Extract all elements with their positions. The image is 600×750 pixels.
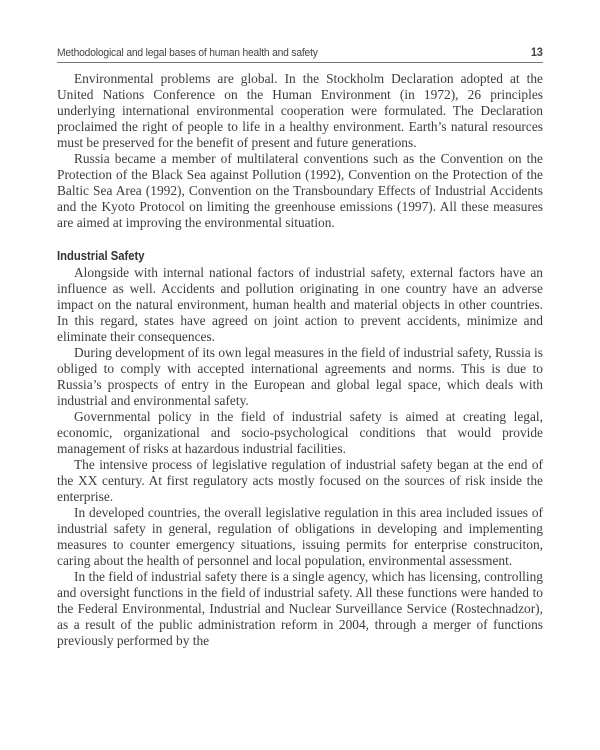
paragraph: During development of its own legal measures in the field of industrial safety, Russia is obliged to comply with accepted international agreements and norms. This is due to Russia’s prospects of entry in the European and global legal space, which deals with industrial and environmental safety. [57,345,543,408]
running-title: Methodological and legal bases of human health and safety [57,47,318,59]
paragraph: In the field of industrial safety there is a single agency, which has licensing, controlling and oversight functions in the field of industrial safety. All these functions were handed to the Federal Environmental, Industrial and Nuclear Surveillance Service (Rostechnadzor), as a result of the public administration reform in 2004, through a merger of functions previously performed by the [57,569,543,648]
paragraph: Governmental policy in the field of industrial safety is aimed at creating legal, economic, organizational and socio-psychological conditions that would provide management of risks at hazardous industrial facilities. [57,409,543,456]
paragraph: Environmental problems are global. In the Stockholm Declaration adopted at the United Nations Conference on the Human Environment (in 1972), 26 principles underlying international environmental cooperation were formulated. The Declaration proclaimed the right of people to life in a healthy environment. Earth’s natural resources must be preserved for the benefit of present and future generations. [57,71,543,150]
paragraph: The intensive process of legislative regulation of industrial safety began at the end of the XX century. At first regulatory acts mostly focused on the sources of risk inside the enterprise. [57,457,543,504]
paragraph: Russia became a member of multilateral conventions such as the Convention on the Protection of the Black Sea against Pollution (1992), Convention on the Protection of the Baltic Sea Area (1992), Convention on the Transboundary Effects of Industrial Accidents and the Kyoto Protocol on limiting the greenhouse emissions (1997). All these measures are aimed at improving the environmental situation. [57,151,543,230]
body-text [57,71,543,649]
header-rule [57,62,543,63]
paragraph: Alongside with internal national factors of industrial safety, external factors have an influence as well. Accidents and pollution originating in one country have an adverse impact on the natural environment, human health and material objects in other countries. In this regard, states have agreed on joint action to prevent accidents, minimize and eliminate their consequences. [57,265,543,344]
page-number: 13 [530,45,543,59]
document-page [57,45,543,649]
section-heading: Industrial Safety [57,249,145,263]
running-header [57,45,543,62]
paragraph: In developed countries, the overall legislative regulation in this area included issues of industrial safety in general, regulation of obligations in developing and implementing measures to counter emergency situations, issuing permits for enterprise construciton, caring about the health of personnel and local population, environmental assessment. [57,505,543,568]
